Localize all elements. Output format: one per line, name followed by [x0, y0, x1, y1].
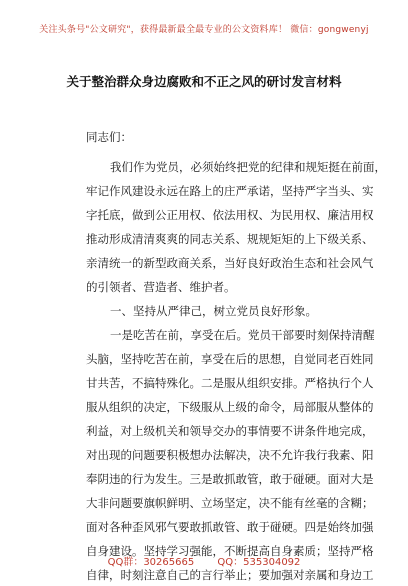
footer-contact: [0, 553, 408, 568]
footer-qq: QQ：535304092: [217, 557, 301, 568]
body-line: 利益，对上级机关和领导交办的事情要不讲条件地完成，: [86, 424, 374, 438]
body-line: 自身建设。坚持学习强能，不断提高自身素质；坚持严格: [86, 544, 374, 558]
body-line: 的引领者、营造者、维护者。: [86, 280, 236, 294]
section-heading: 一、坚持从严律己，树立党员良好形象。: [110, 304, 317, 318]
body-line: 大非问题要旗帜鲜明、立场坚定，决不能有丝毫的含糊；: [86, 496, 374, 510]
body-line: 奉阴违的行为发生。三是敢抓敢管，敢于碰硬。面对大是: [86, 472, 374, 486]
body-line: 字托底，做到公正用权、依法用权、为民用权、廉洁用权: [86, 208, 374, 222]
body-line: 一是吃苦在前，享受在后。党员干部要时刻保持清醒: [110, 328, 375, 342]
body-line: 面对各种歪风邪气要敢抓敢管、敢于碰硬。四是始终加强: [86, 520, 374, 534]
body-line: 我们作为党员，必须始终把党的纪律和规矩挺在前面，: [110, 160, 386, 174]
body-line: 对出现的问题要积极想办法解决，决不允许我行我素、阳: [86, 448, 374, 462]
body-line: 甘共苦，不搞特殊化。二是服从组织安排。严格执行个人: [86, 376, 374, 390]
body-line: 亲清统一的新型政商关系，当好良好政治生态和社会风气: [86, 256, 374, 270]
body-line: 自律，时刻注意自己的言行举止；要加强对亲属和身边工: [86, 568, 374, 582]
footer-qq-group: QQ群：30265665: [107, 557, 195, 568]
body-line: 头脑，坚持吃苦在前，享受在后的思想，自觉同老百姓同: [86, 352, 374, 366]
header-note: 关注头条号"公文研究"，获得最新最全最专业的公文资料库！ 微信：gongwenyj: [39, 25, 369, 35]
body-line: 服从组织的决定，下级服从上级的命令，局部服从整体的: [86, 400, 374, 414]
body-line: 牢记作风建设永远在路上的庄严承诺，坚持严字当头、实: [86, 184, 374, 198]
body-line: 推动形成清清爽爽的同志关系、规规矩矩的上下级关系、: [86, 232, 374, 246]
document-title: 关于整治群众身边腐败和不正之风的研讨发言材料: [66, 74, 342, 89]
salutation: 同志们：: [86, 130, 132, 144]
